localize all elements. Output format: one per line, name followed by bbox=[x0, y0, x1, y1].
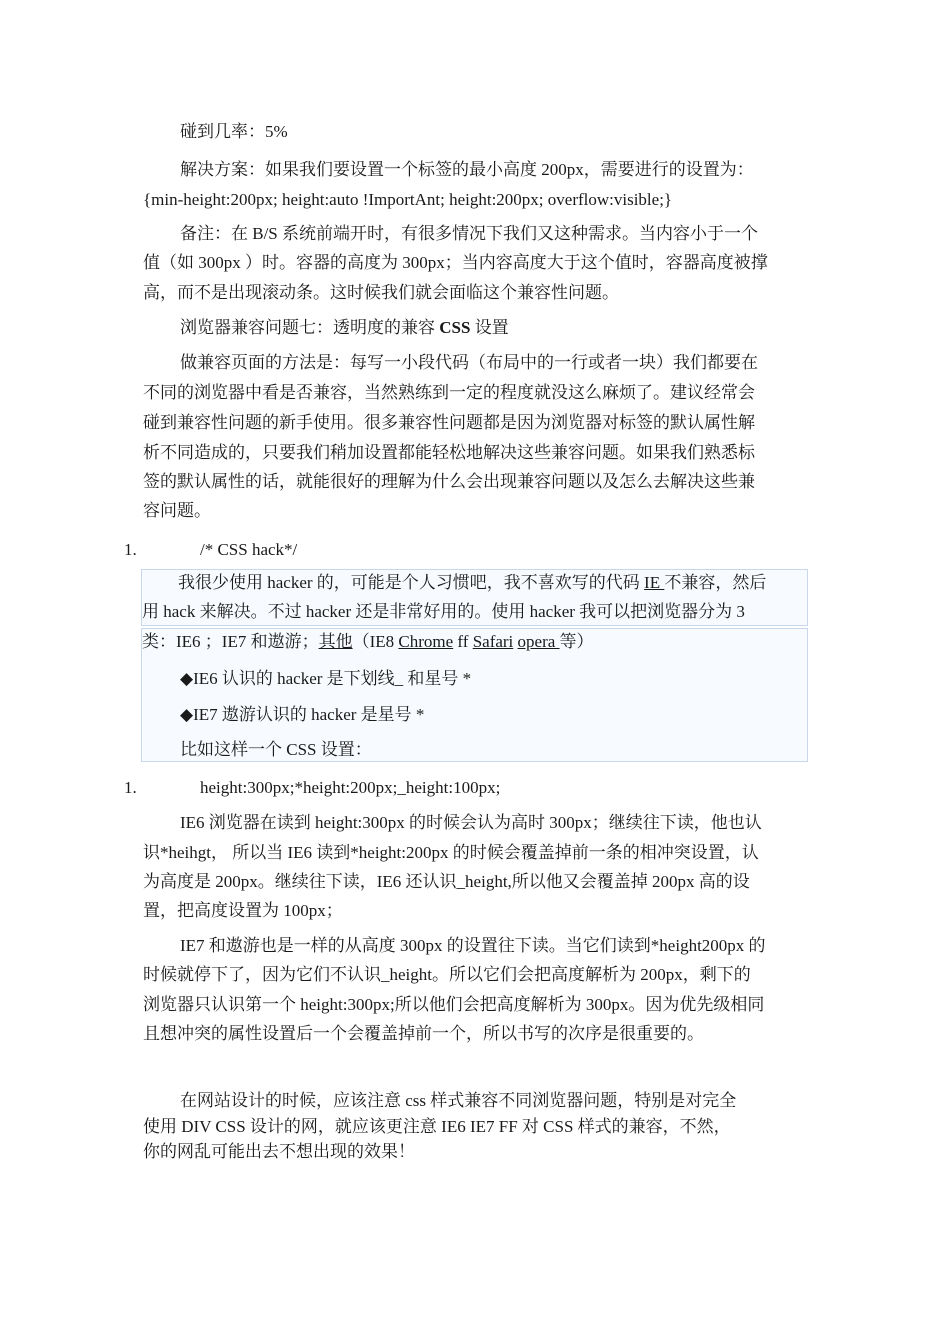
method-line-5: 签的默认属性的话，就能很好的理解为什么会出现兼容问题以及怎么去解决这些兼 bbox=[143, 472, 755, 491]
link-opera[interactable]: opera bbox=[517, 632, 560, 651]
css-example-line: height:300px;*height:200px;_height:100px; bbox=[200, 778, 501, 797]
heading-text-bold: CSS bbox=[439, 318, 471, 337]
code-comment-line: /* CSS hack*/ bbox=[200, 540, 298, 559]
ie7-hack-line: ◆IE7 遨游认识的 hacker 是星号 * bbox=[180, 705, 425, 724]
method-line-4: 析不同造成的，只要我们稍加设置都能轻松地解决这些兼容问题。如果我们熟悉标 bbox=[143, 443, 755, 462]
closing-line-1: 在网站设计的时候，应该注意 css 样式兼容不同浏览器问题，特别是对完全 bbox=[180, 1091, 737, 1110]
link-other[interactable]: 其他 bbox=[318, 632, 353, 651]
closing-line-3: 你的网乱可能出去不想出现的效果！ bbox=[143, 1142, 415, 1161]
browser-classes-text: 类：IE6 ；IE7 和遨游； bbox=[142, 632, 319, 651]
method-line-3: 碰到兼容性问题的新手使用。很多兼容性问题都是因为浏览器对标签的默认属性解 bbox=[143, 413, 755, 432]
heading-text-pre: 浏览器兼容问题七：透明度的兼容 bbox=[180, 318, 440, 337]
ie7-explain-line-1: IE7 和遨游也是一样的从高度 300px 的设置往下读。当它们读到*height200px 的 bbox=[180, 936, 766, 955]
method-line-1: 做兼容页面的方法是：每写一小段代码（布局中的一行或者一块）我们都要在 bbox=[180, 353, 758, 372]
probability-line: 碰到几率：5% bbox=[180, 122, 288, 141]
ie6-hack-line: ◆IE6 认识的 hacker 是下划线_ 和星号 * bbox=[180, 669, 472, 688]
link-chrome[interactable]: Chrome bbox=[398, 632, 454, 651]
ie6-explain-line-1: IE6 浏览器在读到 height:300px 的时候会认为高时 300px；继续往下读，他也认 bbox=[180, 813, 762, 832]
quote-line-1-end: 不兼容，然后 bbox=[664, 573, 767, 592]
closing-line-2: 使用 DIV CSS 设计的网，就应该更注意 IE6 IE7 FF 对 CSS 样式的兼容，不然， bbox=[143, 1117, 731, 1136]
ie6-explain-line-4: 置，把高度设置为 100px； bbox=[143, 901, 343, 920]
note-line-3: 高，而不是出现滚动条。这时候我们就会面临这个兼容性问题。 bbox=[143, 283, 619, 302]
ie6-explain-line-3: 为高度是 200px。继续往下读，IE6 还认识_height,所以他又会覆盖掉 200px 高的设 bbox=[143, 872, 750, 891]
ie7-explain-line-2: 时候就停下了，因为它们不认识_height。所以它们会把高度解析为 200px，剩下的 bbox=[143, 965, 751, 984]
browser-classes-line bbox=[142, 627, 594, 657]
ie6-explain-line-2: 识*heihgt， 所以当 IE6 读到*height:200px 的时候会覆盖掉前一条的相冲突设置，认 bbox=[143, 843, 759, 862]
quote-line-1 bbox=[178, 568, 766, 598]
list-number-2: 1. bbox=[124, 778, 137, 797]
browser-classes-end: 等） bbox=[559, 632, 594, 651]
method-line-2: 不同的浏览器中看是否兼容，当然熟练到一定的程度就没这么麻烦了。建议经常会 bbox=[143, 383, 755, 402]
solution-line-2: {min-height:200px; height:auto !ImportAnt; height:200px; overflow:visible;} bbox=[143, 190, 673, 209]
method-line-6: 容问题。 bbox=[143, 501, 211, 520]
ie7-explain-line-3: 浏览器只认识第一个 height:300px;所以他们会把高度解析为 300px。因为优先级相同 bbox=[143, 995, 765, 1014]
solution-line-1: 解决方案：如果我们要设置一个标签的最小高度 200px，需要进行的设置为： bbox=[180, 160, 754, 179]
link-safari[interactable]: Safari bbox=[472, 632, 514, 651]
quote-box-1 bbox=[141, 569, 808, 626]
example-intro-line: 比如这样一个 CSS 设置： bbox=[180, 740, 372, 759]
ie7-explain-line-4: 且想冲突的属性设置后一个会覆盖掉前一个，所以书写的次序是很重要的。 bbox=[143, 1024, 704, 1043]
quote-box-2 bbox=[141, 628, 808, 762]
section-heading bbox=[180, 313, 509, 343]
browser-ff-text: ff bbox=[453, 632, 473, 651]
browser-classes-mid: （IE8 bbox=[352, 632, 399, 651]
list-number-1: 1. bbox=[124, 540, 137, 559]
note-line-1: 备注：在 B/S 系统前端开时，有很多情况下我们又这种需求。当内容小于一个 bbox=[180, 224, 759, 243]
quote-line-2: 用 hack 来解决。不过 hacker 还是非常好用的。使用 hacker 我可以把浏览器分为 3 bbox=[142, 602, 745, 621]
note-line-2: 值（如 300px ）时。容器的高度为 300px；当内容高度大于这个值时，容器高度被撑 bbox=[143, 253, 768, 272]
ie-link[interactable]: IE bbox=[644, 573, 665, 592]
heading-text-post: 设置 bbox=[470, 318, 509, 337]
quote-line-1-text: 我很少使用 hacker 的，可能是个人习惯吧，我不喜欢写的代码 bbox=[178, 573, 645, 592]
